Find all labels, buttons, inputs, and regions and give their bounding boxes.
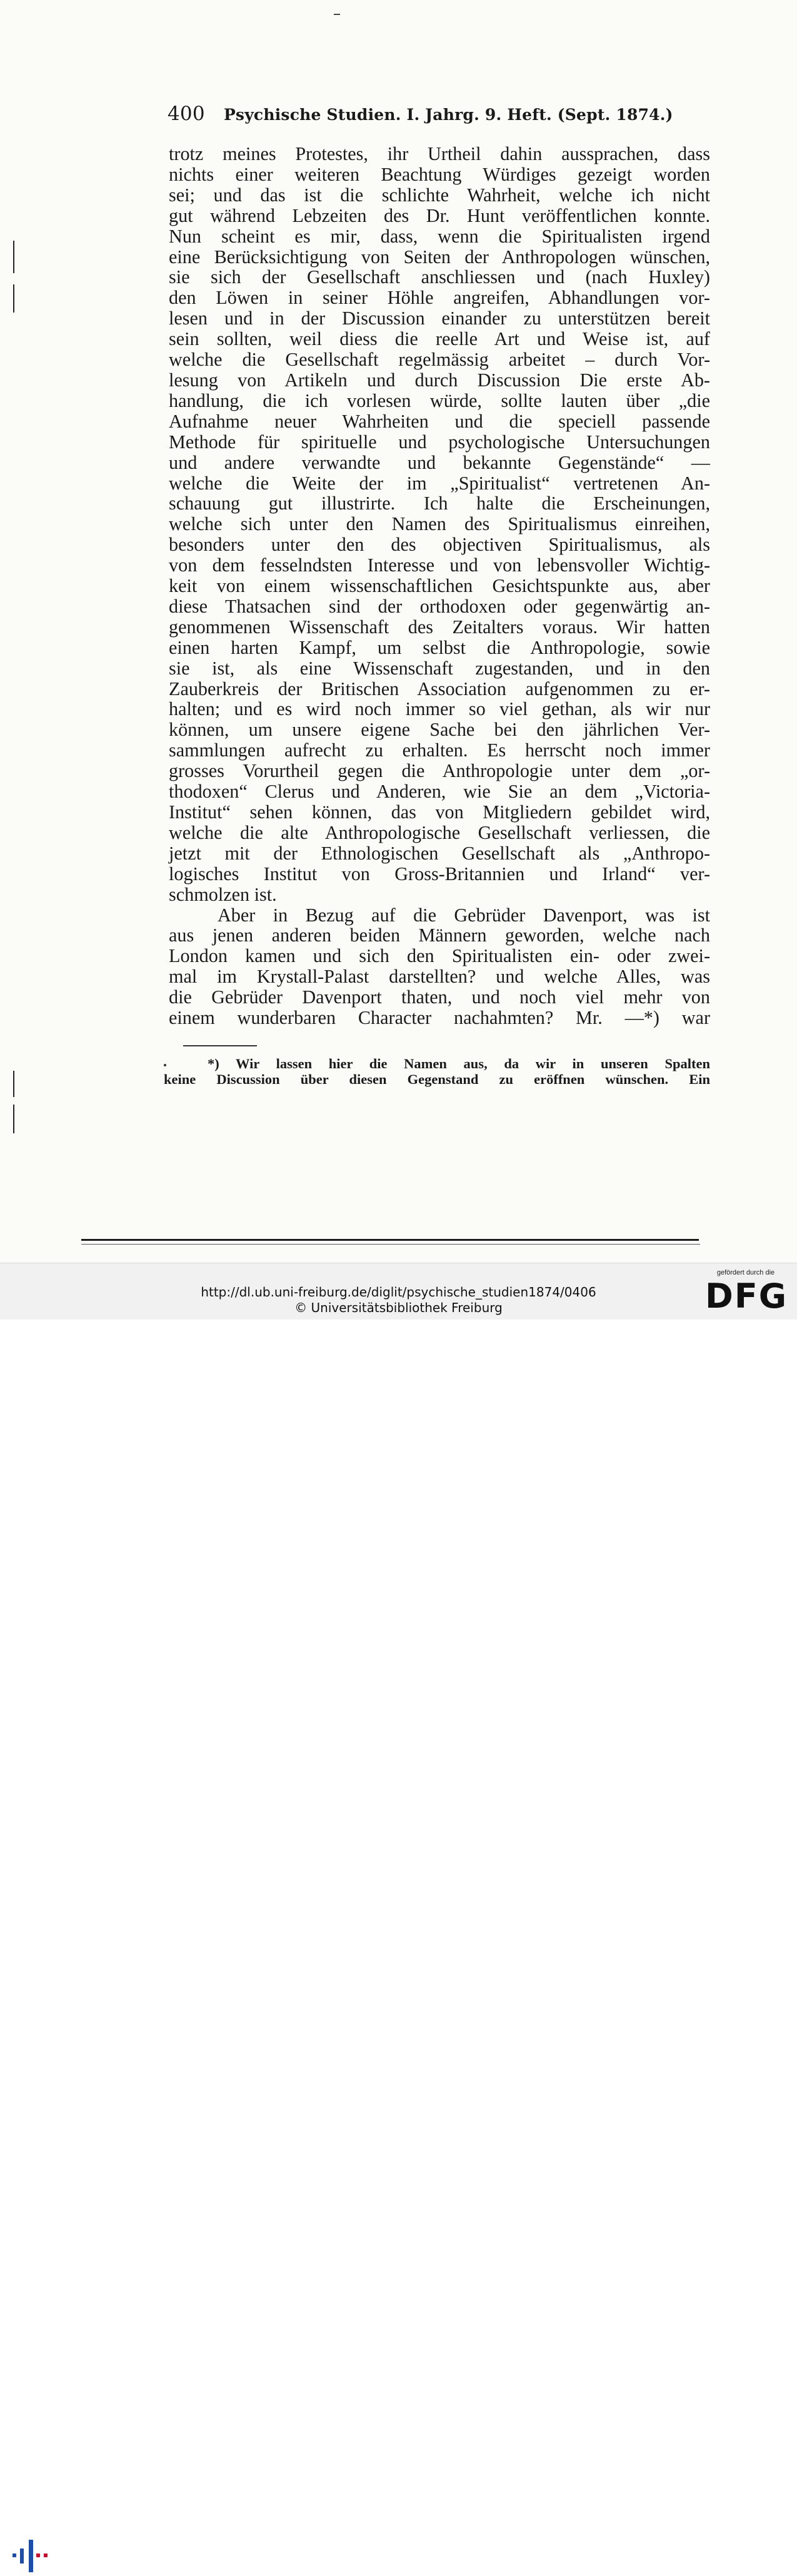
text-line: Aufnahme neuer Wahrheiten und die speciell passende	[169, 410, 710, 432]
text-line: lesung von Artikeln und durch Discussion Die erste Ab-	[169, 369, 710, 391]
text-line: lesen und in der Discussion einander zu unterstützen bereit	[169, 308, 710, 329]
text-line: sammlungen aufrecht zu erhalten. Es herrscht noch immer	[169, 739, 710, 761]
text-line: Aber in Bezug auf die Gebrüder Davenport, was ist	[218, 904, 710, 926]
text-line: sie sich der Gesellschaft anschliessen und (nach Huxley)	[169, 266, 710, 288]
text-line: London kamen und sich den Spiritualisten ein- oder zwei-	[169, 945, 710, 967]
text-line: handlung, die ich vorlesen würde, sollte lauten über „die	[169, 389, 710, 411]
text-line: die Gebrüder Davenport thaten, und noch viel mehr von	[169, 986, 710, 1008]
permalink[interactable]: http://dl.ub.uni-freiburg.de/diglit/psychische_studien1874/0406	[201, 1285, 596, 1300]
text-line: welche die Weite der im „Spiritualist“ vertretenen An-	[169, 472, 710, 494]
margin-mark	[13, 1071, 14, 1097]
text-line: den Löwen in seiner Höhle angreifen, Abhandlungen vor-	[169, 287, 710, 309]
text-line: Zauberkreis der Britischen Association aufgenommen zu er-	[169, 678, 710, 699]
margin-mark	[13, 241, 14, 273]
footnote-line: *) Wir lassen hier die Namen aus, da wir in unseren Spalten	[208, 1056, 710, 1071]
text-line: thodoxen“ Clerus und Anderen, wie Sie an dem „Victoria-	[169, 781, 710, 803]
scanned-page	[0, 0, 797, 1263]
text-line: schauung gut illustrirte. Ich halte die Erscheinungen,	[169, 493, 710, 514]
text-line: eine Berücksichtigung von Seiten der Anthropologen wünschen,	[169, 246, 710, 268]
text-line: grosses Vorurtheil gegen die Anthropologie unter dem „or-	[169, 760, 710, 782]
text-line: welche die alte Anthropologische Gesellschaft verliessen, die	[169, 821, 710, 843]
text-line: sie ist, als eine Wissenschaft zugestanden, und in den	[169, 657, 710, 679]
text-line: mal im Krystall-Palast darstellten? und welche Alles, was	[169, 966, 710, 988]
text-line: diese Thatsachen sind der orthodoxen oder gegenwärtig an-	[169, 595, 710, 617]
text-line: genommenen Wissenschaft des Zeitalters voraus. Wir hatten	[169, 616, 710, 638]
body-text	[169, 144, 710, 1028]
text-line: welche die Gesellschaft regelmässig arbeitet – durch Vor-	[169, 349, 710, 371]
text-line: logisches Institut von Gross-Britannien und Irland“ ver-	[169, 863, 710, 885]
text-line: und andere verwandte und bekannte Gegenstände“ —	[169, 451, 710, 473]
text-line: sei; und das ist die schlichte Wahrheit, welche ich nicht	[169, 184, 710, 206]
text-line: können, um unsere eigene Sache bei den jährlichen Ver-	[169, 719, 710, 741]
text-line: schmolzen ist.	[169, 883, 277, 905]
text-line: trotz meines Protestes, ihr Urtheil dahin aussprachen, dass	[169, 143, 710, 164]
scan-mark	[334, 14, 340, 15]
running-header	[168, 103, 718, 125]
text-line: besonders unter den des objectiven Spiritualismus, als	[169, 534, 710, 556]
margin-mark	[13, 284, 14, 313]
text-line: aus jenen anderen beiden Männern geworden, welche nach	[169, 925, 710, 946]
footnote-rule	[183, 1045, 257, 1046]
text-line: einem wunderbaren Character nachahmten? Mr. —*) war	[169, 1007, 710, 1029]
page-edge-rule	[81, 1239, 699, 1241]
page-number: 400	[168, 103, 205, 125]
copyright-notice: © Universitätsbibliothek Freiburg	[294, 1300, 503, 1315]
text-line: einen harten Kampf, um selbst die Anthropologie, sowie	[169, 636, 710, 658]
text-line: sein sollten, weil diess die reelle Art und Weise ist, auf	[169, 328, 710, 350]
text-line: Methode für spirituelle und psychologische Untersuchungen	[169, 431, 710, 453]
dfg-tagline: gefördert durch die	[716, 1269, 775, 1276]
footnote-line: keine Discussion über diesen Gegenstand zu eröffnen wünschen. Ein	[164, 1071, 710, 1087]
text-line: keit von einem wissenschaftlichen Gesichtspunkte aus, aber	[169, 575, 710, 597]
library-logo-icon	[13, 2535, 50, 2576]
text-line: Nun scheint es mir, dass, wenn die Spiritualisten irgend	[169, 225, 710, 247]
text-line: nichts einer weiteren Beachtung Würdiges gezeigt worden	[169, 163, 710, 185]
text-line: von dem fesselndsten Interesse und von lebensvoller Wichtig-	[169, 554, 710, 576]
text-line: Institut“ sehen können, das von Mitgliedern gebildet wird,	[169, 801, 710, 823]
text-line: welche sich unter den Namen des Spiritualismus einreihen,	[169, 513, 710, 535]
margin-mark	[13, 1105, 14, 1133]
text-line: jetzt mit der Ethnologischen Gesellschaft als „Anthropo-	[169, 842, 710, 864]
text-line: gut während Lebzeiten des Dr. Hunt veröffentlichen konnte.	[169, 204, 710, 226]
dfg-logo: DFG	[705, 1276, 788, 1316]
page-edge-rule	[81, 1244, 700, 1245]
footnote	[164, 1056, 710, 1087]
running-title: Psychische Studien. I. Jahrg. 9. Heft. (Sept. 1874.)	[223, 106, 673, 124]
text-line: halten; und es wird noch immer so viel gethan, als wir nur	[169, 698, 710, 720]
